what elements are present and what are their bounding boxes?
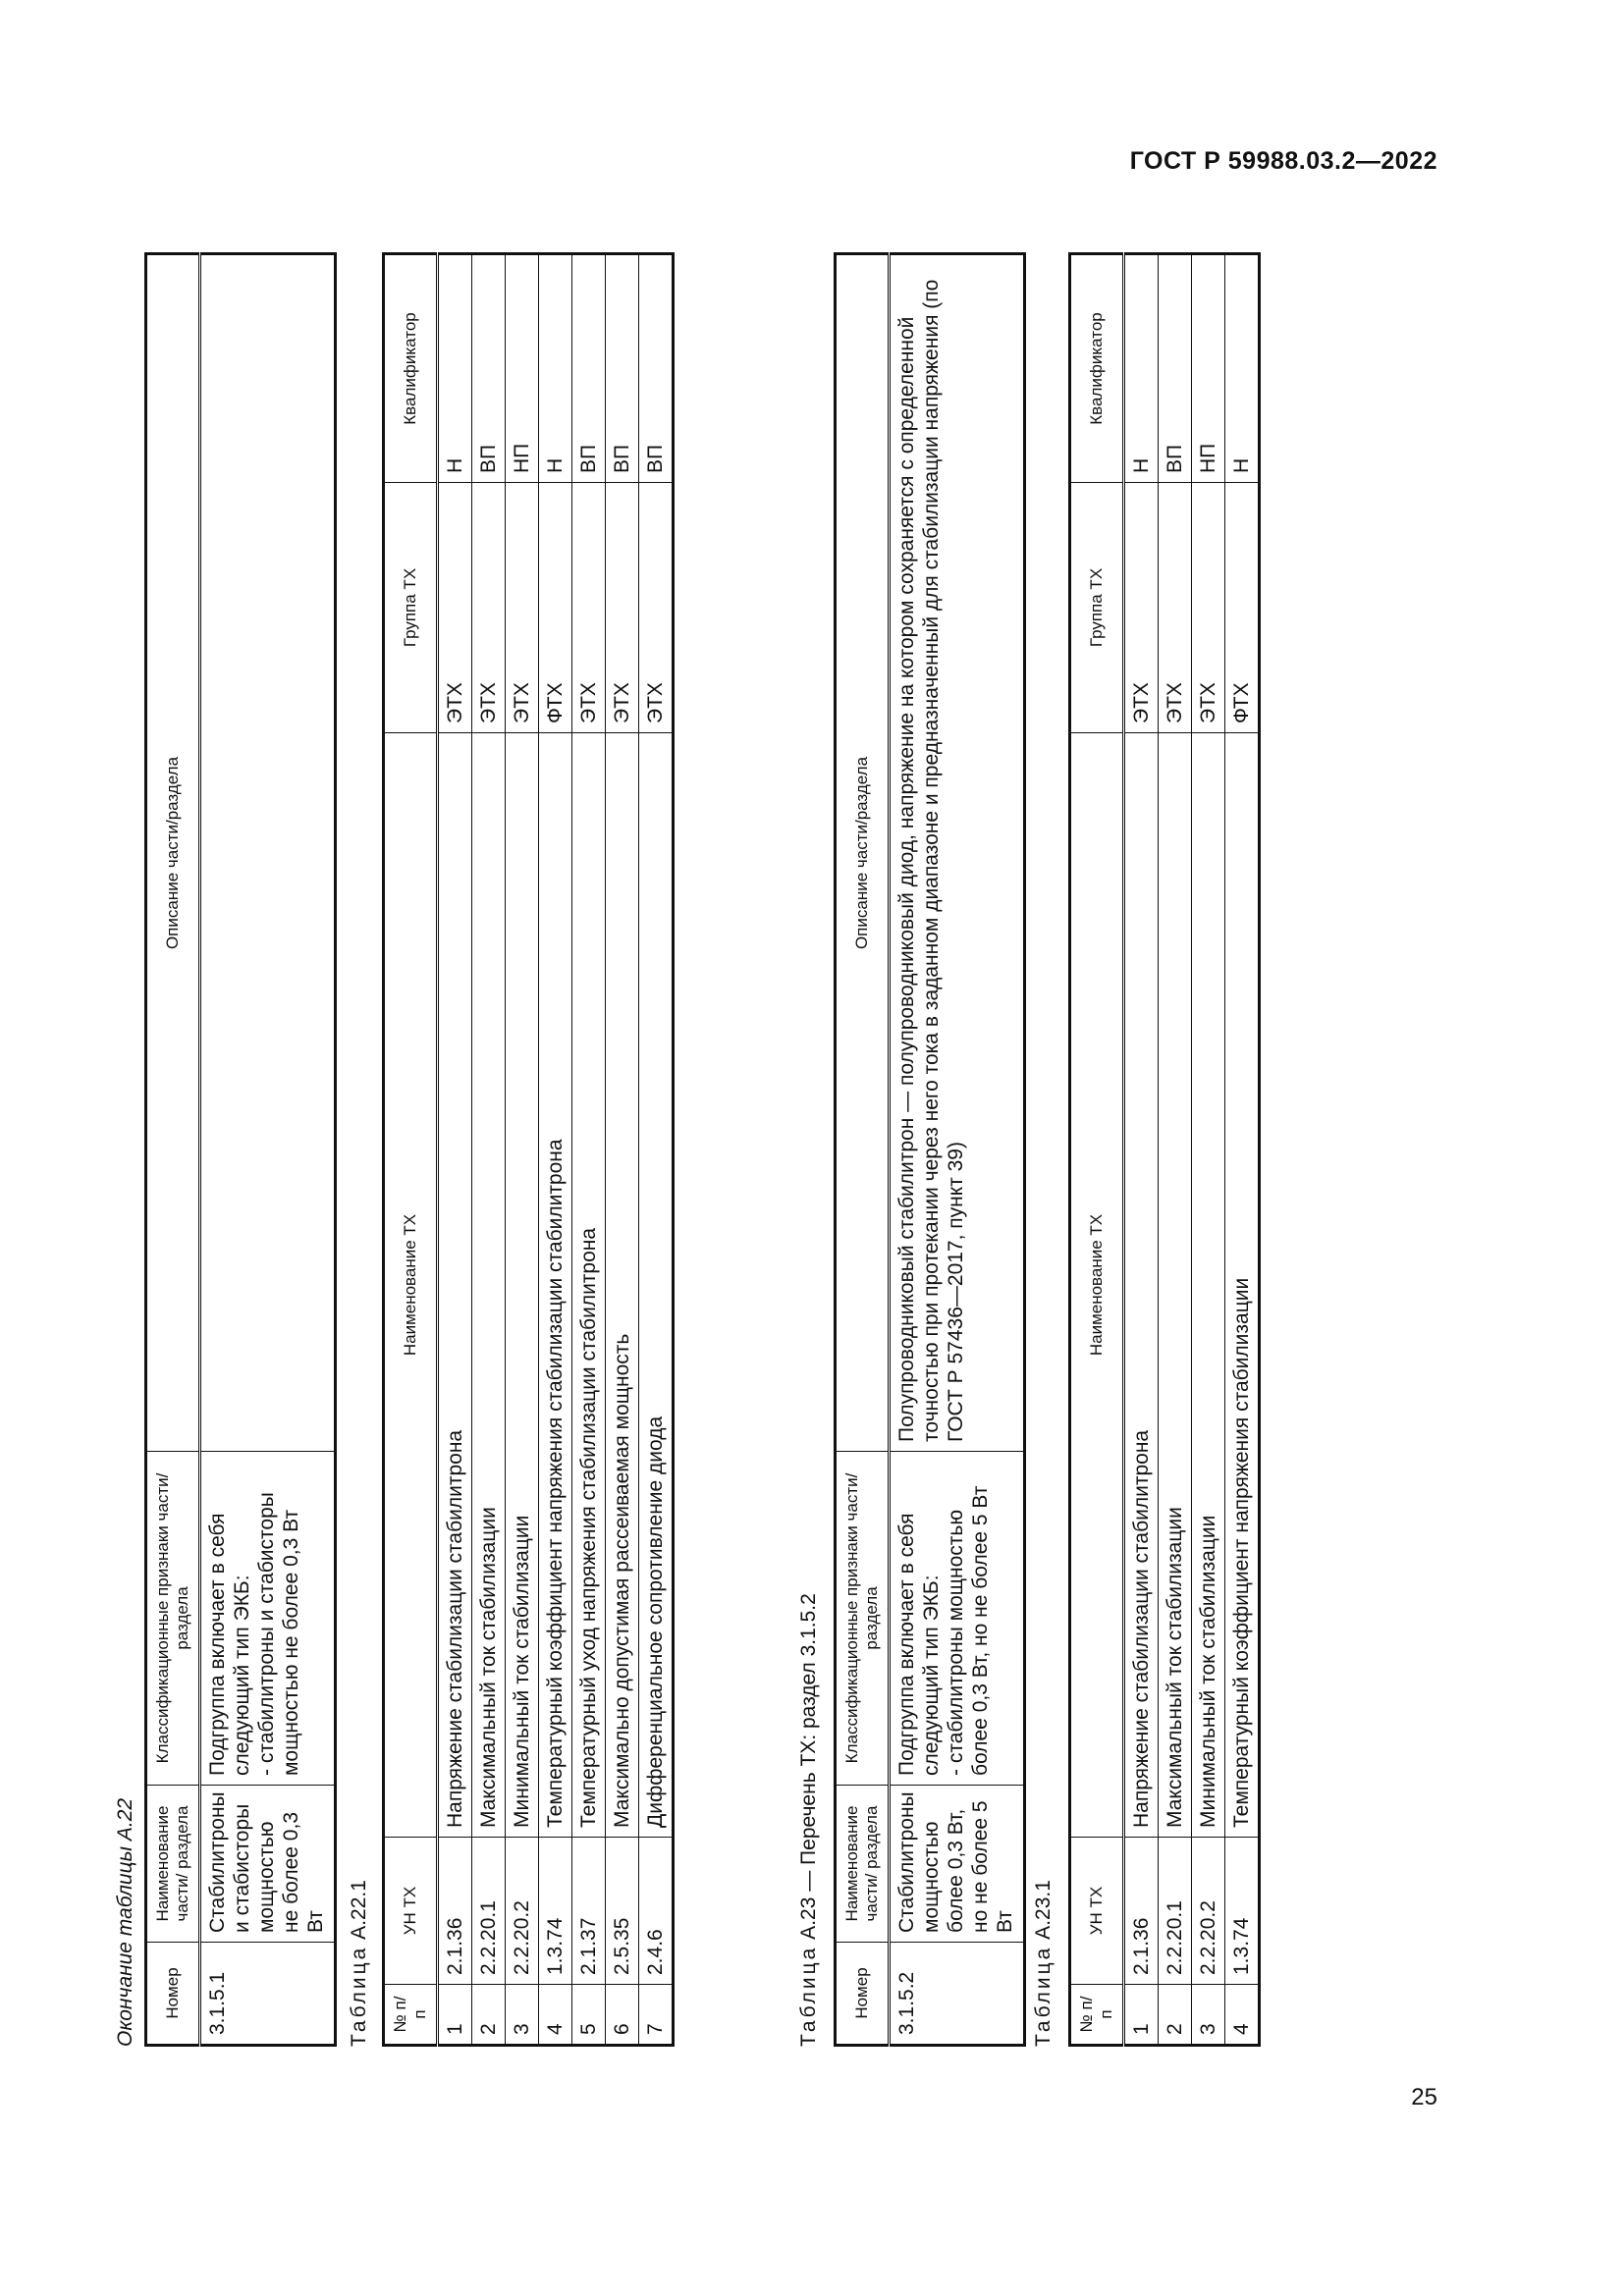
header-name: Наименование ТХ <box>384 733 438 1838</box>
header-description: Описание части/раздела <box>836 254 890 1452</box>
row-qualifier: НП <box>1192 254 1225 483</box>
row-code: 2.1.36 <box>1124 1838 1159 1985</box>
header-qualifier: Квалификатор <box>384 254 438 483</box>
features-line: Подгруппа включает в себя следующий тип ЭКБ: <box>895 1513 943 1776</box>
features-line: Подгруппа включает в себя следующий тип ЭКБ: <box>206 1513 253 1776</box>
table-a23 <box>834 252 1026 2047</box>
row-group: ЭТХ <box>506 483 539 733</box>
row-number: 3.1.5.2 <box>890 1943 1025 2046</box>
rotated-content <box>113 88 1507 2047</box>
table-row <box>1124 254 1159 2046</box>
row-index: 6 <box>606 1985 639 2046</box>
row-index: 2 <box>472 1985 506 2046</box>
header-features: Классификационные признаки части/ раздела <box>836 1452 890 1786</box>
row-name: Максимальный ток стабилизации <box>472 733 506 1838</box>
row-number: 3.1.5.1 <box>200 1943 336 2046</box>
row-code: 2.5.35 <box>606 1838 639 1985</box>
row-group: ЭТХ <box>1192 483 1225 733</box>
table-row <box>1225 254 1260 2046</box>
header-part-name: Наименование части/ раздела <box>836 1786 890 1943</box>
row-qualifier: Н <box>438 254 472 483</box>
row-qualifier: ВП <box>1159 254 1192 483</box>
row-qualifier: Н <box>1225 254 1260 483</box>
row-name: Напряжение стабилизации стабилитрона <box>1124 733 1159 1838</box>
caption-word: Таблица <box>797 1945 820 2047</box>
header-group: Группа ТХ <box>1070 483 1124 733</box>
row-name: Температурный коэффициент напряжения стабилизации стабилитрона <box>539 733 572 1838</box>
row-name: Температурный коэффициент напряжения стабилизации <box>1225 733 1260 1838</box>
header-number: Номер <box>836 1943 890 2046</box>
row-group: ЭТХ <box>1159 483 1192 733</box>
header-features: Классификационные признаки части/ раздела <box>146 1452 200 1786</box>
row-index: 1 <box>1124 1985 1159 2046</box>
row-index: 1 <box>438 1985 472 2046</box>
caption-word: Таблица <box>1032 1945 1055 2047</box>
table-row <box>572 254 606 2046</box>
row-qualifier: Н <box>1124 254 1159 483</box>
table-row <box>1159 254 1192 2046</box>
table-row <box>890 254 1025 2046</box>
table-a23-caption <box>796 1593 822 2047</box>
row-index: 3 <box>506 1985 539 2046</box>
row-code: 2.2.20.2 <box>506 1838 539 1985</box>
row-qualifier: ВП <box>572 254 606 483</box>
row-name: Минимальный ток стабилизации <box>1192 733 1225 1838</box>
table-a22-end <box>144 252 337 2047</box>
row-index: 4 <box>1225 1985 1260 2046</box>
header-code: УН ТХ <box>384 1838 438 1985</box>
row-group: ФТХ <box>1225 483 1260 733</box>
header-name: Наименование ТХ <box>1070 733 1124 1838</box>
features-line: - стабилитроны и стабисторы мощностью не более 0,3 Вт <box>255 1492 302 1776</box>
caption-text: А.23 — Перечень ТХ: раздел 3.1.5.2 <box>797 1593 820 1940</box>
row-features <box>200 1452 336 1786</box>
table-a23-1 <box>1068 252 1261 2047</box>
row-code: 2.4.6 <box>639 1838 674 1985</box>
header-part-name: Наименование части/ раздела <box>146 1786 200 1943</box>
row-group: ЭТХ <box>639 483 674 733</box>
row-name: Дифференциальное сопротивление диода <box>639 733 674 1838</box>
row-group: ЭТХ <box>1124 483 1159 733</box>
row-code: 2.1.36 <box>438 1838 472 1985</box>
table-a23-1-caption <box>1031 1880 1056 2047</box>
row-group: ЭТХ <box>472 483 506 733</box>
table-row <box>539 254 572 2046</box>
row-features <box>890 1452 1025 1786</box>
table-row <box>606 254 639 2046</box>
row-group: ЭТХ <box>438 483 472 733</box>
row-group: ЭТХ <box>572 483 606 733</box>
table-row <box>506 254 539 2046</box>
header-description: Описание части/раздела <box>146 254 200 1452</box>
header-qualifier: Квалификатор <box>1070 254 1124 483</box>
header-index: № п/п <box>384 1985 438 2046</box>
table-row <box>1192 254 1225 2046</box>
features-line: - стабилитроны мощностью более 0,3 Вт, но не более 5 Вт <box>945 1485 992 1776</box>
row-name: Минимальный ток стабилизации <box>506 733 539 1838</box>
page-number: 25 <box>1411 2084 1437 2110</box>
row-name: Температурный уход напряжения стабилизации стабилитрона <box>572 733 606 1838</box>
header-group: Группа ТХ <box>384 483 438 733</box>
row-description <box>200 254 336 1452</box>
row-code: 1.3.74 <box>1225 1838 1260 1985</box>
row-code: 2.2.20.2 <box>1192 1838 1225 1985</box>
row-qualifier: Н <box>539 254 572 483</box>
table-row <box>200 254 336 2046</box>
header-index: № п/п <box>1070 1985 1124 2046</box>
header-number: Номер <box>146 1943 200 2046</box>
row-name: Максимально допустимая рассеиваемая мощность <box>606 733 639 1838</box>
table-a22-1-caption <box>347 1880 372 2047</box>
row-part-name: Стабилитроны и стабисторы мощностью не более 0,3 Вт <box>200 1786 336 1943</box>
row-name: Напряжение стабилизации стабилитрона <box>438 733 472 1838</box>
row-code: 2.2.20.1 <box>472 1838 506 1985</box>
row-index: 3 <box>1192 1985 1225 2046</box>
row-code: 2.1.37 <box>572 1838 606 1985</box>
table-row <box>472 254 506 2046</box>
header-code: УН ТХ <box>1070 1838 1124 1985</box>
row-part-name: Стабилитроны мощностью более 0,3 Вт, но не более 5 Вт <box>890 1786 1025 1943</box>
row-group: ФТХ <box>539 483 572 733</box>
row-index: 7 <box>639 1985 674 2046</box>
caption-id: А.22.1 <box>348 1880 370 1940</box>
row-description: Полупроводниковый стабилитрон — полупроводниковый диод, напряжение на котором сохраняется с определенной точностью при протекании через него тока в заданном диапазоне и предназначенный для стабилизации напряжения (по ГОСТ Р 57436—2017, пункт 39) <box>890 254 1025 1452</box>
row-code: 2.2.20.1 <box>1159 1838 1192 1985</box>
row-index: 2 <box>1159 1985 1192 2046</box>
caption-word: Таблица <box>348 1945 370 2047</box>
row-qualifier: ВП <box>606 254 639 483</box>
table-a22-end-caption: Окончание таблицы А.22 <box>114 1797 136 2047</box>
row-name: Максимальный ток стабилизации <box>1159 733 1192 1838</box>
row-qualifier: НП <box>506 254 539 483</box>
table-a22-1 <box>382 252 675 2047</box>
caption-id: А.23.1 <box>1032 1880 1055 1940</box>
row-index: 4 <box>539 1985 572 2046</box>
row-qualifier: ВП <box>472 254 506 483</box>
table-row <box>438 254 472 2046</box>
table-row <box>639 254 674 2046</box>
row-code: 1.3.74 <box>539 1838 572 1985</box>
row-index: 5 <box>572 1985 606 2046</box>
row-qualifier: ВП <box>639 254 674 483</box>
row-group: ЭТХ <box>606 483 639 733</box>
document-code: ГОСТ Р 59988.03.2—2022 <box>1129 147 1437 175</box>
